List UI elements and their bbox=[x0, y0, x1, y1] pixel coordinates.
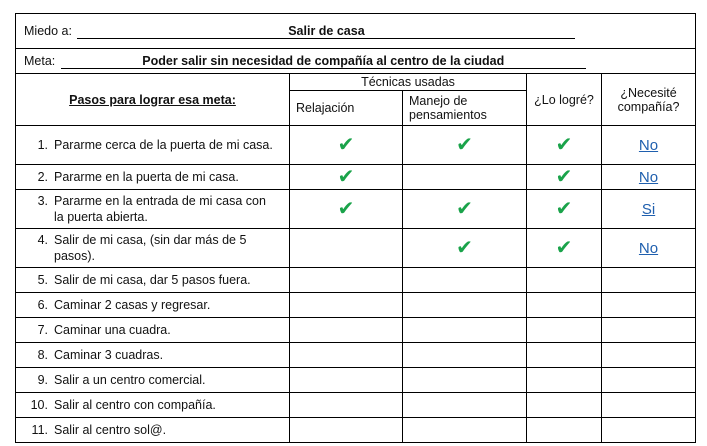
check-icon: ✔ bbox=[337, 166, 355, 188]
step-number: 2. bbox=[37, 170, 48, 184]
relajacion-cell bbox=[290, 190, 403, 229]
steps-header: Pasos para lograr esa meta: bbox=[16, 74, 290, 126]
logre-cell bbox=[527, 190, 602, 229]
step-number: 1. bbox=[37, 138, 48, 152]
step-text: Caminar una cuadra. bbox=[54, 323, 171, 337]
company-cell bbox=[602, 190, 696, 229]
step-number: 11. bbox=[31, 423, 48, 437]
manejo-cell bbox=[403, 293, 527, 318]
company-cell bbox=[602, 293, 696, 318]
step-number: 4. bbox=[37, 233, 48, 247]
goal-label: Meta: bbox=[24, 53, 56, 68]
step-text: Salir a un centro comercial. bbox=[54, 373, 206, 387]
step-text: Salir de mi casa, dar 5 pasos fuera. bbox=[54, 273, 251, 287]
goal-row bbox=[16, 49, 696, 74]
step-number: 7. bbox=[37, 323, 48, 337]
manejo-cell bbox=[403, 190, 527, 229]
step-row bbox=[16, 126, 696, 165]
step-number: 9. bbox=[37, 373, 48, 387]
step-number: 3. bbox=[37, 194, 48, 208]
company-cell bbox=[602, 418, 696, 443]
step-text: Caminar 2 casas y regresar. bbox=[54, 298, 211, 312]
relajacion-cell bbox=[290, 229, 403, 268]
check-icon: ✔ bbox=[555, 134, 573, 156]
logre-cell bbox=[527, 229, 602, 268]
step-number: 8. bbox=[37, 348, 48, 362]
fear-row bbox=[16, 14, 696, 49]
company-cell bbox=[602, 343, 696, 368]
fear-value: Salir de casa bbox=[77, 24, 575, 39]
company-cell bbox=[602, 318, 696, 343]
step-text: Salir al centro sol@. bbox=[54, 423, 167, 437]
relajacion-cell bbox=[290, 318, 403, 343]
check-icon: ✔ bbox=[337, 198, 355, 220]
step-row bbox=[16, 418, 696, 443]
logre-cell bbox=[527, 126, 602, 165]
step-row bbox=[16, 293, 696, 318]
fear-hierarchy-document bbox=[15, 13, 695, 443]
step-cell bbox=[16, 343, 290, 368]
step-row bbox=[16, 190, 696, 229]
manejo-cell bbox=[403, 229, 527, 268]
step-cell bbox=[16, 126, 290, 165]
techniques-header: Técnicas usadas bbox=[290, 74, 527, 91]
step-cell bbox=[16, 190, 290, 229]
step-text: Salir de mi casa, (sin dar más de 5 pasos). bbox=[54, 233, 247, 263]
relajacion-cell bbox=[290, 126, 403, 165]
relajacion-cell bbox=[290, 165, 403, 190]
step-row bbox=[16, 368, 696, 393]
step-row bbox=[16, 268, 696, 293]
step-text: Pararme cerca de la puerta de mi casa. bbox=[54, 138, 273, 152]
step-row bbox=[16, 343, 696, 368]
step-text: Salir al centro con compañía. bbox=[54, 398, 216, 412]
check-icon: ✔ bbox=[555, 166, 573, 188]
company-answer: Si bbox=[641, 200, 656, 218]
step-text: Pararme en la entrada de mi casa con la puerta abierta. bbox=[54, 194, 266, 224]
company-cell bbox=[602, 393, 696, 418]
manejo-cell bbox=[403, 318, 527, 343]
company-cell bbox=[602, 229, 696, 268]
step-row bbox=[16, 318, 696, 343]
logre-cell bbox=[527, 318, 602, 343]
check-icon: ✔ bbox=[456, 134, 473, 156]
step-number: 5. bbox=[37, 273, 48, 287]
step-cell bbox=[16, 393, 290, 418]
check-icon: ✔ bbox=[456, 237, 473, 259]
relajacion-cell bbox=[290, 368, 403, 393]
logre-cell bbox=[527, 343, 602, 368]
logre-cell bbox=[527, 393, 602, 418]
company-cell bbox=[602, 126, 696, 165]
step-number: 6. bbox=[37, 298, 48, 312]
step-cell bbox=[16, 418, 290, 443]
step-cell bbox=[16, 229, 290, 268]
header-row-1 bbox=[16, 74, 696, 91]
relajacion-cell bbox=[290, 343, 403, 368]
fear-label: Miedo a: bbox=[24, 23, 72, 38]
step-text: Pararme en la puerta de mi casa. bbox=[54, 170, 239, 184]
goal-value: Poder salir sin necesidad de compañía al centro de la ciudad bbox=[61, 54, 586, 69]
manejo-cell bbox=[403, 268, 527, 293]
step-cell bbox=[16, 293, 290, 318]
company-cell bbox=[602, 368, 696, 393]
step-cell bbox=[16, 165, 290, 190]
manejo-cell bbox=[403, 126, 527, 165]
company-cell bbox=[602, 268, 696, 293]
logre-cell bbox=[527, 368, 602, 393]
company-header: ¿Necesité compañía? bbox=[602, 74, 696, 126]
manejo-cell bbox=[403, 343, 527, 368]
relajacion-cell bbox=[290, 418, 403, 443]
relajacion-cell bbox=[290, 393, 403, 418]
steps-body bbox=[16, 126, 696, 443]
company-answer: No bbox=[638, 168, 659, 186]
logre-cell bbox=[527, 268, 602, 293]
logre-cell bbox=[527, 418, 602, 443]
check-icon: ✔ bbox=[456, 198, 473, 220]
step-cell bbox=[16, 368, 290, 393]
achieved-header: ¿Lo logré? bbox=[527, 74, 602, 126]
relaxation-header: Relajación bbox=[290, 91, 403, 126]
logre-cell bbox=[527, 293, 602, 318]
relajacion-cell bbox=[290, 268, 403, 293]
step-row bbox=[16, 165, 696, 190]
manejo-cell bbox=[403, 368, 527, 393]
step-number: 10. bbox=[30, 398, 48, 412]
company-answer: No bbox=[638, 239, 659, 257]
step-row bbox=[16, 393, 696, 418]
thought-management-header: Manejo de pensamientos bbox=[403, 91, 527, 126]
manejo-cell bbox=[403, 165, 527, 190]
relajacion-cell bbox=[290, 293, 403, 318]
manejo-cell bbox=[403, 393, 527, 418]
company-cell bbox=[602, 165, 696, 190]
logre-cell bbox=[527, 165, 602, 190]
goal-table bbox=[15, 13, 696, 443]
company-answer: No bbox=[638, 136, 659, 154]
step-cell bbox=[16, 268, 290, 293]
step-cell bbox=[16, 318, 290, 343]
step-text: Caminar 3 cuadras. bbox=[54, 348, 164, 362]
check-icon: ✔ bbox=[555, 198, 573, 220]
manejo-cell bbox=[403, 418, 527, 443]
check-icon: ✔ bbox=[555, 237, 573, 259]
check-icon: ✔ bbox=[337, 134, 355, 156]
step-row bbox=[16, 229, 696, 268]
